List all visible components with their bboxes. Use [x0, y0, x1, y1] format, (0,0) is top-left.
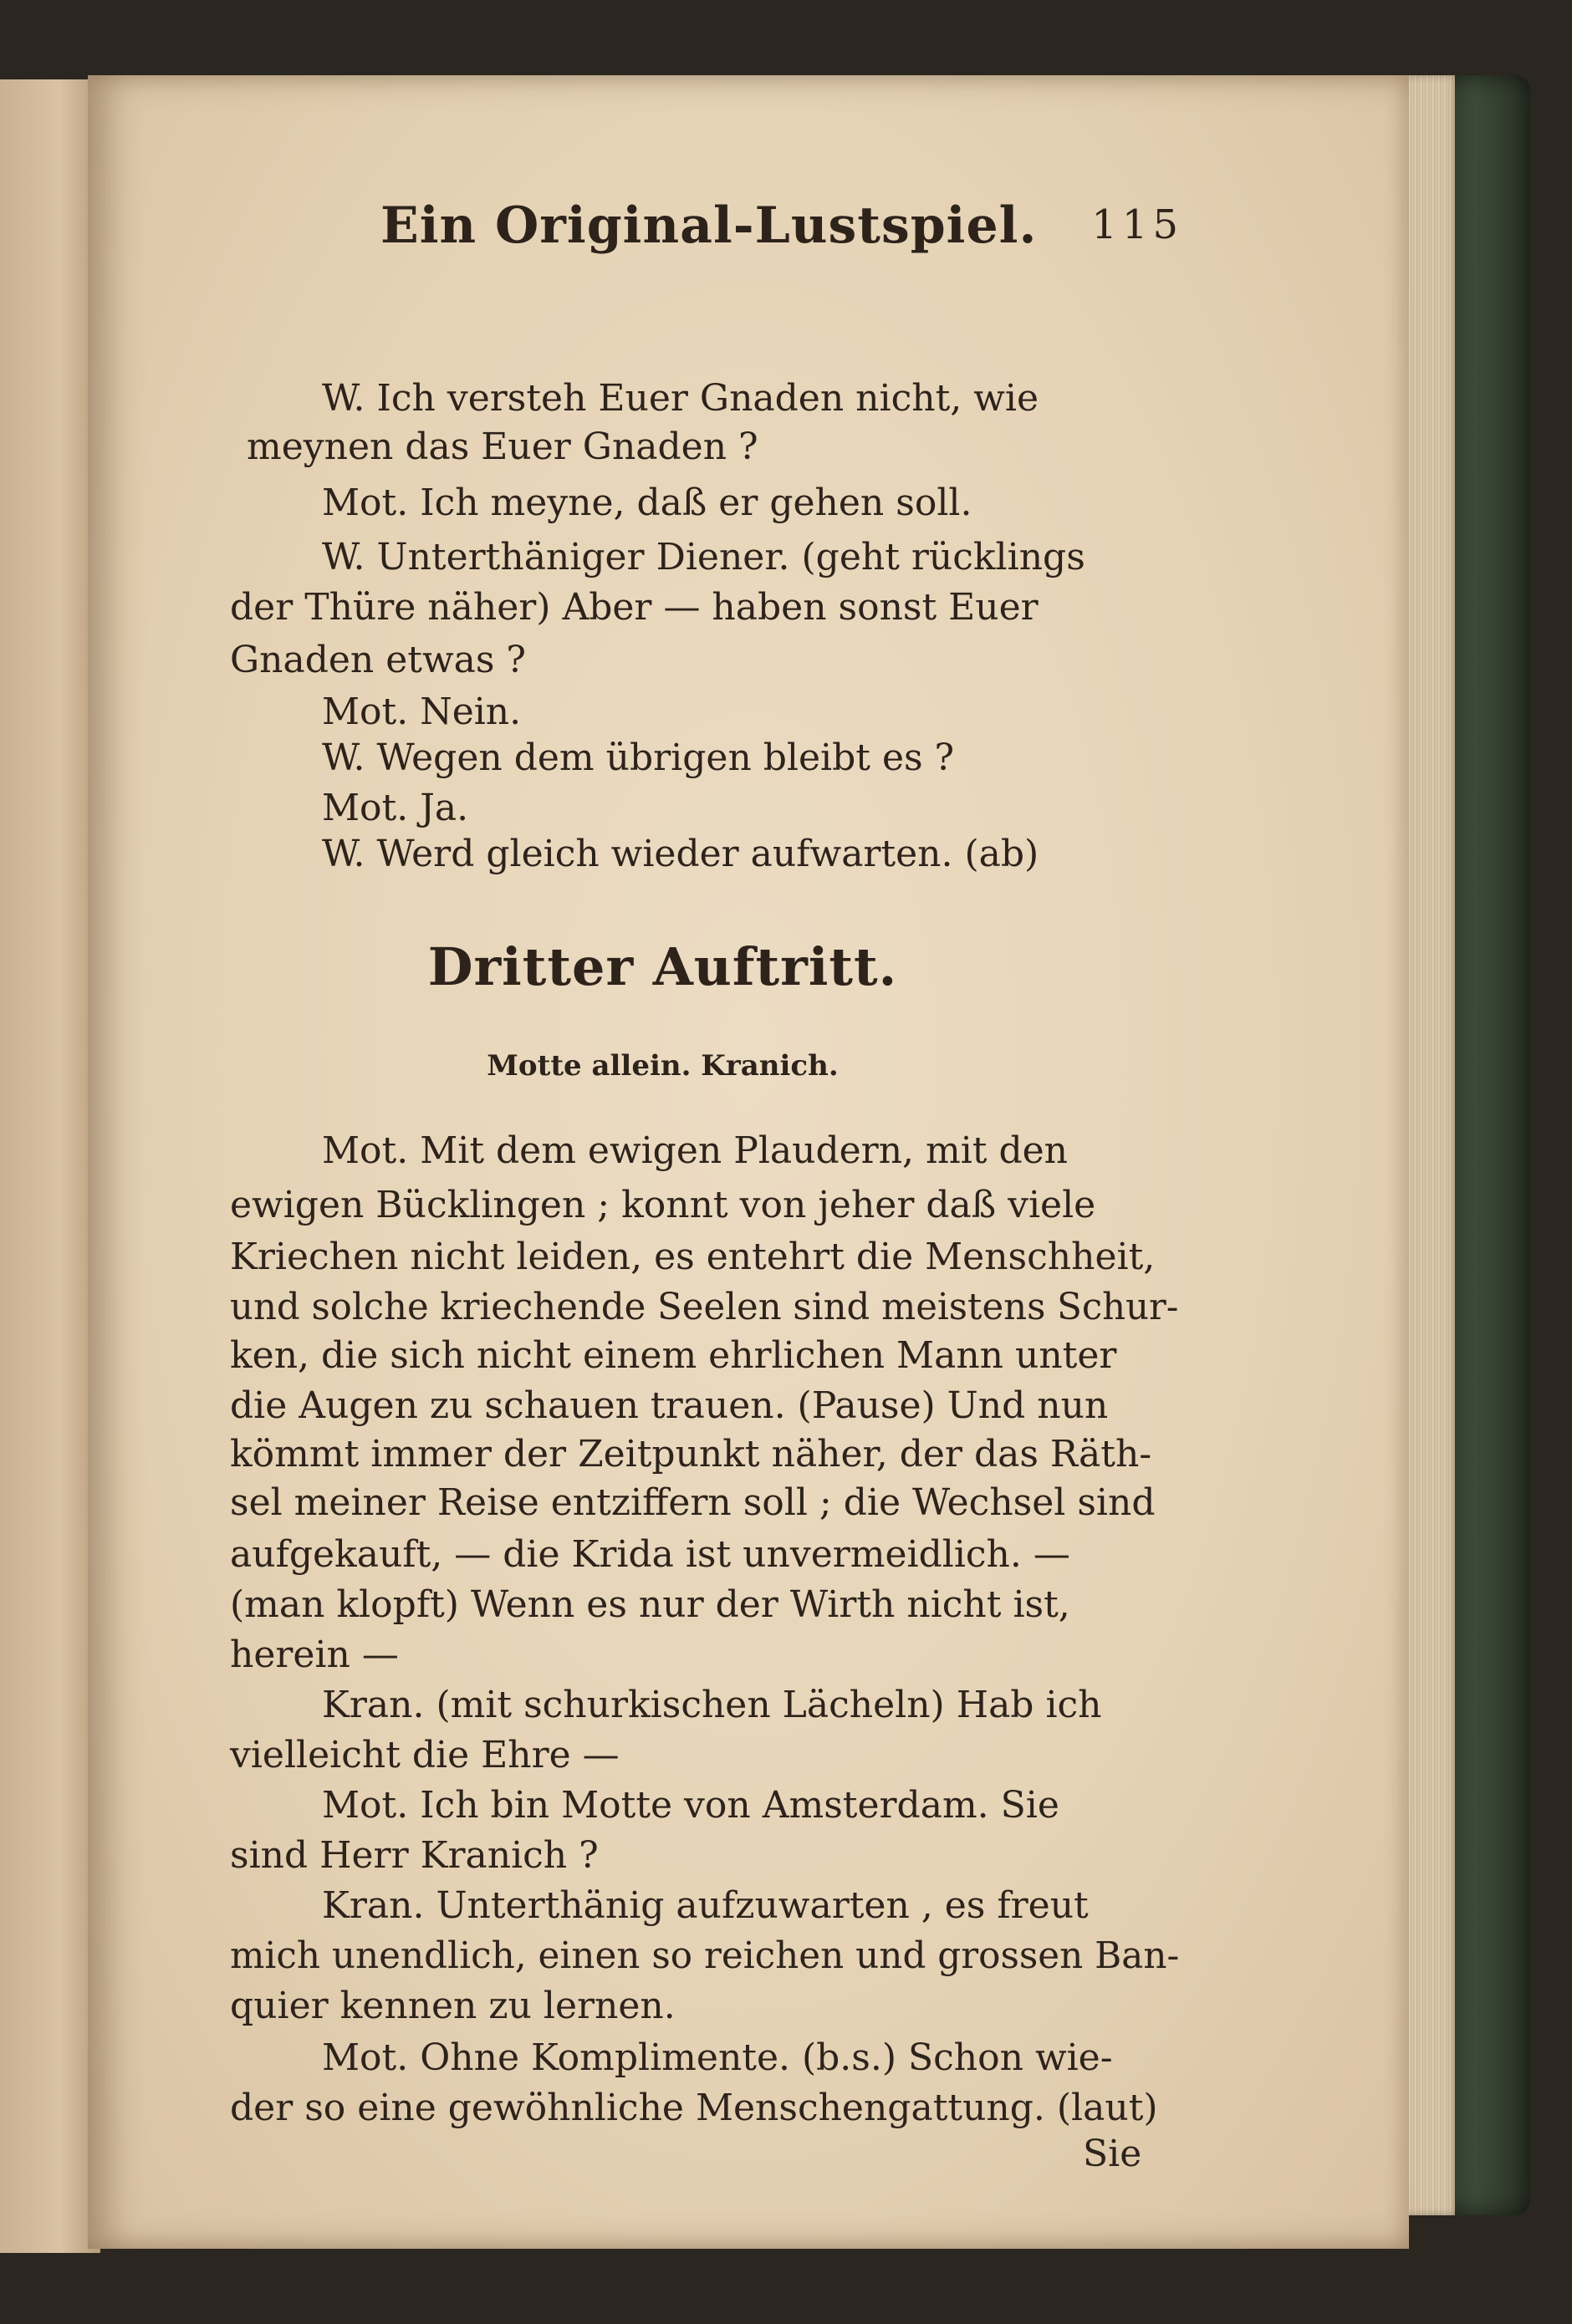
text-line: aufgekauft, — die Krida ist unvermeidlich. — — [230, 1533, 1070, 1576]
text-line: W. Ich versteh Euer Gnaden nicht, wie — [322, 377, 1039, 420]
text-line: Mot. Mit dem ewigen Plaudern, mit den — [322, 1129, 1069, 1172]
text-line: Kran. (mit schurkischen Lächeln) Hab ich — [322, 1684, 1102, 1726]
text-line: Mot. Ich bin Motte von Amsterdam. Sie — [322, 1784, 1059, 1827]
text-line: Mot. Nein. — [322, 691, 522, 733]
text-line: (man klopft) Wenn es nur der Wirth nicht ist, — [230, 1583, 1070, 1626]
text-line: ewigen Bücklingen ; konnt von jeher daß viele — [230, 1184, 1096, 1226]
text-line: herein — — [230, 1633, 399, 1676]
text-line: W. Unterthäniger Diener. (geht rücklings — [322, 536, 1085, 578]
text-line: und solche kriechende Seelen sind meistens Schur- — [230, 1286, 1179, 1328]
text-line: der so eine gewöhnliche Menschengattung. (laut) — [230, 2087, 1158, 2129]
text-line: Mot. Ja. — [322, 787, 469, 829]
text-line: kömmt immer der Zeitpunkt näher, der das Räth- — [230, 1433, 1152, 1475]
text-line: vielleicht die Ehre — — [230, 1734, 620, 1776]
catchword: Sie — [1083, 2133, 1142, 2175]
stage-direction: Motte allein. Kranich. — [487, 1049, 839, 1083]
text-line: Mot. Ohne Komplimente. (b.s.) Schon wie- — [322, 2036, 1113, 2079]
text-line: sel meiner Reise entziffern soll ; die Wechsel sind — [230, 1481, 1156, 1524]
text-line: Kriechen nicht leiden, es entehrt die Menschheit, — [230, 1236, 1156, 1278]
body-text — [146, 0, 1179, 2257]
scene-heading: Dritter Auftritt. — [427, 936, 898, 997]
text-line: die Augen zu schauen trauen. (Pause) Und nun — [230, 1384, 1109, 1427]
page-number: 115 — [1091, 201, 1183, 248]
left-page-edge — [0, 79, 100, 2253]
text-line: ken, die sich nicht einem ehrlichen Mann unter — [230, 1334, 1117, 1377]
text-line: Gnaden etwas ? — [230, 639, 527, 681]
text-line: W. Wegen dem übrigen bleibt es ? — [322, 736, 955, 779]
text-line: sind Herr Kranich ? — [230, 1834, 599, 1877]
text-line: der Thüre näher) Aber — haben sonst Euer — [230, 586, 1039, 629]
text-line: Kran. Unterthänig aufzuwarten , es freut — [322, 1884, 1089, 1927]
text-line: meynen das Euer Gnaden ? — [247, 426, 758, 468]
text-line: mich unendlich, einen so reichen und grossen Ban- — [230, 1934, 1180, 1977]
text-line: quier kennen zu lernen. — [230, 1985, 676, 2027]
text-line: Mot. Ich meyne, daß er gehen soll. — [322, 482, 972, 524]
text-line: W. Werd gleich wieder aufwarten. (ab) — [322, 833, 1039, 875]
running-title: Ein Original-Lustspiel. — [380, 196, 1038, 255]
